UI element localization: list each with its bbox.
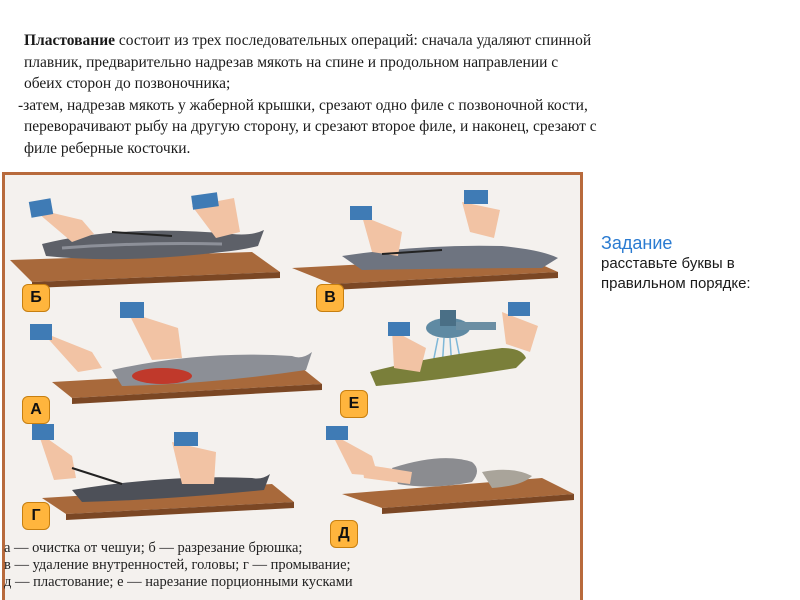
badge-e: Е	[340, 390, 368, 418]
badge-v: В	[316, 284, 344, 312]
panel-a-illustration	[30, 302, 322, 404]
intro-line-3: обеих сторон до позвоночника;	[24, 75, 231, 92]
badge-a: А	[22, 396, 50, 424]
legend-line-1: а — очистка от чешуи; б — разрезание брюшка;	[4, 540, 303, 556]
badge-d: Д	[330, 520, 358, 548]
panel-d-illustration	[326, 426, 574, 514]
task-box	[601, 232, 800, 294]
fish-processing-figure	[2, 172, 583, 600]
panel-g-illustration	[32, 424, 294, 520]
badge-g: Г	[22, 502, 50, 530]
badge-b: Б	[22, 284, 50, 312]
intro-line-1: Пластование состоит из трех последовательных операций: сначала удаляют спинной	[24, 32, 592, 49]
legend-line-2: в — удаление внутренностей, головы; г — промывание;	[4, 557, 351, 573]
task-text: расставьте буквы в правильном порядке:	[601, 255, 751, 292]
panel-b-illustration	[10, 192, 280, 288]
intro-line-4: -затем, надрезав мякоть у жаберной крышки, срезают одно филе с позвоночной кости,	[18, 96, 588, 114]
intro-line-5: переворачивают рыбу на другую сторону, и срезают второе филе, и наконец, срезают с	[24, 118, 597, 135]
frame-left	[2, 172, 5, 600]
figure-legend	[4, 540, 584, 591]
intro-line-2: плавник, предварительно надрезав мякоть на спине и продольном направлении с	[24, 53, 559, 71]
intro-term: Пластование	[24, 32, 116, 49]
frame-right	[580, 172, 583, 600]
intro-line-6: филе реберные косточки.	[24, 139, 191, 157]
task-title: Задание	[601, 233, 673, 253]
intro-text	[18, 30, 784, 159]
illustrations	[2, 172, 583, 542]
panel-e-illustration	[370, 302, 538, 386]
frame-top	[2, 172, 583, 175]
legend-line-3: д — пластование; е — нарезание порционными кусками	[4, 574, 353, 590]
panel-v-illustration	[292, 190, 558, 290]
